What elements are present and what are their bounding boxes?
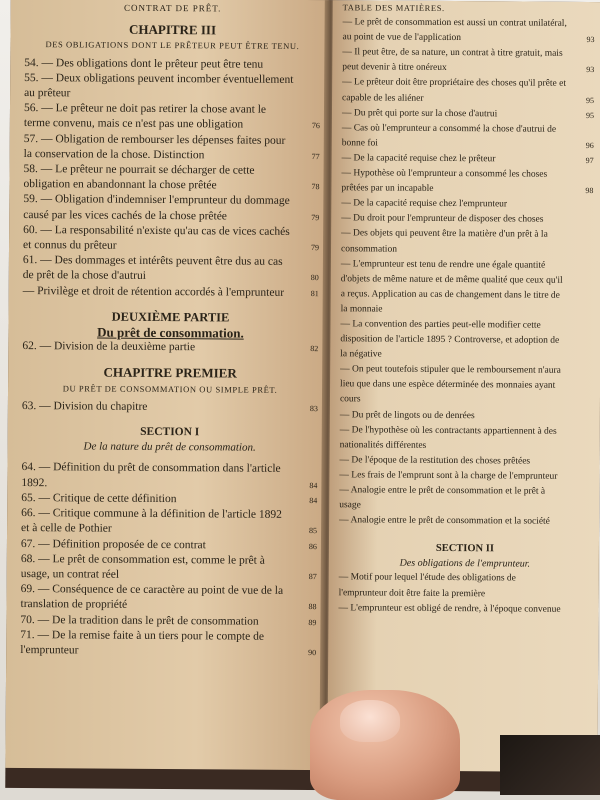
toc-entry: — De l'hypothèse où les contractants appartiennent à des nationalités différentes <box>339 424 557 451</box>
section-ii-entries <box>338 571 590 618</box>
toc-entry: 56. — Le prêteur ne doit pas retirer la chose avant le terme convenu, mais ce n'est pas une obligation 76 <box>24 101 320 133</box>
entry-text: Définition du prêt de consommation dans l'article 1892. <box>21 461 281 489</box>
entry-number: 68. <box>20 552 36 565</box>
entry-text: Le prêt de consommation est, comme le prêt à usage, un contrat réel <box>20 552 265 581</box>
entry-page: 95 <box>585 110 594 120</box>
right-running-head: TABLE DES MATIÈRES. <box>342 2 445 13</box>
entry-text: De l'hypothèse où les contractants appartiennent à des nationalités différentes <box>339 424 557 451</box>
chapter-premier-subtitle: DU PRÊT DE CONSOMMATION OU SIMPLE PRÊT. <box>62 382 278 395</box>
entry-text: La convention des parties peut-elle modifier cette disposition de l'article 1895 ? Controverse, et adoption de la négative <box>340 319 560 360</box>
toc-entry: — De l'époque de la restitution des choses prêtées <box>339 455 531 467</box>
entry-text: Définition proposée de ce contrat <box>52 537 206 551</box>
entry-text: Analogie entre le prêt de consommation et la société <box>350 515 550 527</box>
entry-number: 67. <box>20 537 36 550</box>
left-page-text <box>20 0 321 660</box>
entry-text: Des dommages et intérêts peuvent être dus au cas de prêt de la chose d'autrui <box>22 254 283 283</box>
entry-page: 85 <box>309 526 318 536</box>
entry-page: 80 <box>310 273 319 283</box>
entry-text: Hypothèse où l'emprunteur a consommé les choses prêtées par un incapable <box>341 168 548 195</box>
toc-entry: 59. — Obligation d'indemniser l'emprunteur du dommage causé par les vices cachés de la chose prêtée 79 <box>23 192 319 224</box>
entry-number: 61. <box>22 254 38 267</box>
right-page-text <box>338 0 594 617</box>
toc-entry: — Des objets qui peuvent être la matière d'un prêt à la consommation <box>340 228 548 255</box>
right-entries <box>339 15 595 530</box>
entry-page: 87 <box>308 571 317 581</box>
entry-text: Critique de cette définition <box>52 492 177 506</box>
entry-page: 84 <box>309 480 318 490</box>
left-running-head: CONTRAT DE PRÊT. <box>123 2 222 14</box>
section-ii-title: SECTION II <box>435 543 494 555</box>
toc-entry: — Analogie entre le prêt de consommation et la société <box>339 515 550 527</box>
chapter-premier-title: CHAPITRE PREMIER <box>103 365 237 381</box>
entry-page: 95 <box>586 95 595 105</box>
entry-number: 57. <box>23 132 39 145</box>
entry-text: Cas où l'emprunteur a consommé la chose d'autrui de bonne foi <box>341 123 557 149</box>
entry-text: L'emprunteur est obligé de rendre, à l'époque convenue <box>350 602 561 615</box>
entry-text: Division du chapitre <box>53 400 148 413</box>
entry-text: De la capacité requise chez le prêteur <box>353 153 496 165</box>
entry-number: 58. <box>23 163 38 176</box>
toc-entry: 60. — La responsabilité n'existe qu'au cas de vices cachés et connus du prêteur 79 <box>23 223 319 255</box>
right-page <box>327 0 600 772</box>
toc-entry: — De la capacité requise chez l'emprunteur <box>341 198 508 210</box>
toc-entry: — L'emprunteur est tenu de rendre une égale quantité d'objets de même nature et de même qualité que ceux qu'il a reçus. Application au cas de changement dans le titre de la monnaie <box>340 258 563 315</box>
section-i-title: SECTION I <box>140 425 200 439</box>
entry-text: Analogie entre le prêt de consommation et le prêt à usage <box>339 485 546 511</box>
entry-text: De la tradition dans le prêt de consommation <box>52 613 259 628</box>
entry-text: Il peut être, de sa nature, un contrat à titre gratuit, mais peut devenir à titre onéreux <box>342 47 563 74</box>
entry-text: Critique commune à la définition de l'article 1892 et à celle de Pothier <box>21 507 282 535</box>
entry-page: 89 <box>308 617 317 627</box>
entry-page: 79 <box>311 212 320 222</box>
entry-page: 97 <box>585 155 594 165</box>
entry-number: 62. <box>22 340 37 353</box>
entry-63: 63. — Division du chapitre 83 <box>22 399 318 416</box>
entry-text: Motif pour lequel l'étude des obligations de l'emprunteur doit être faite la première <box>338 572 516 599</box>
toc-entry: 64. — Définition du prêt de consommation dans l'article 1892. 84 <box>21 461 317 493</box>
open-book <box>5 0 600 792</box>
entry-number: 56. <box>23 102 39 115</box>
entry-62: 62. — Division de la deuxième partie 82 <box>22 339 318 356</box>
toc-entry: — Du prêt qui porte sur la chose d'autrui 95 <box>342 106 594 123</box>
entry-text: Les frais de l'emprunt sont à la charge de l'emprunteur <box>351 470 558 482</box>
toc-entry: 58. — Le prêteur ne pourrait se décharger de cette obligation en abandonnant la chose prêtée 78 <box>23 162 319 194</box>
toc-entry: — Du droit pour l'emprunteur de disposer des choses <box>341 213 544 225</box>
part-title: DEUXIÈME PARTIE <box>111 309 230 325</box>
toc-entry: — Le prêt de consommation est aussi un contrat unilatéral, au point de vue de l'application 93 <box>342 15 594 47</box>
entry-number: 59. <box>23 193 38 206</box>
entry-number: 71. <box>20 628 35 641</box>
toc-entry: — Analogie entre le prêt de consommation et le prêt à usage <box>339 485 546 511</box>
entry-text: Du prêt de lingots ou de denrées <box>351 409 475 421</box>
section-ii-subtitle: Des obligations de l'emprunteur. <box>399 558 531 570</box>
toc-entry: 71. — De la remise faite à un tiers pour le compte de l'emprunteur 90 <box>20 628 316 660</box>
entry-text: De la remise faite à un tiers pour le compte de l'emprunteur <box>20 628 265 657</box>
entry-text: On peut toutefois stipuler que le remboursement n'aura lieu que dans une espèce déterminée des monnaies ayant cours <box>339 364 561 405</box>
section-i-entries <box>20 461 317 661</box>
entry-number: 66. <box>21 507 36 520</box>
thumbnail-nail <box>340 700 400 742</box>
left-page <box>5 0 328 770</box>
entry-page: 96 <box>585 140 594 150</box>
entry-page: 77 <box>311 151 320 161</box>
entry-text: Des obligations dont le prêteur peut être tenu <box>55 56 264 71</box>
entry-page: 98 <box>585 186 594 196</box>
entry-number: 55. <box>24 71 39 84</box>
toc-entry: 69. — Conséquence de ce caractère au point de vue de la translation de propriété 88 <box>20 582 316 614</box>
entry-text: Conséquence de ce caractère au point de vue de la translation de propriété <box>20 583 284 612</box>
part-subtitle: Du prêt de consommation. <box>97 324 244 341</box>
entry-text: Le prêteur ne pourrait se décharger de cette obligation en abandonnant la chose prêtée <box>23 163 255 192</box>
entry-page: 84 <box>309 495 318 505</box>
toc-entry: — Privilège et droit de rétention accordés à l'emprunteur 81 <box>23 284 319 301</box>
toc-entry: 66. — Critique commune à la définition de l'article 1892 et à celle de Pothier 85 <box>21 506 317 538</box>
entry-page: 88 <box>308 602 317 612</box>
toc-entry: — Il peut être, de sa nature, un contrat à titre gratuit, mais peut devenir à titre onéreux 93 <box>342 46 594 78</box>
toc-entry: — L'emprunteur est obligé de rendre, à l'époque convenue <box>338 602 561 615</box>
entry-text: L'emprunteur est tenu de rendre une égale quantité d'objets de même nature et de même qualité que ceux qu'il a reçus. Application au cas de changement dans le titre de la monnaie <box>340 258 563 315</box>
toc-entry: — On peut toutefois stipuler que le remboursement n'aura lieu que dans une espèce déterminée des monnaies ayant cours <box>339 364 561 405</box>
entry-page: 81 <box>310 288 319 298</box>
entry-page: 82 <box>310 344 319 354</box>
entry-page: 90 <box>308 647 317 658</box>
entry-text: De l'époque de la restitution des choses prêtées <box>351 455 531 467</box>
entry-number: 54. <box>24 56 39 69</box>
toc-entry: 55. — Deux obligations peuvent incomber éventuellement au prêteur <box>24 71 294 100</box>
toc-entry: 54. — Des obligations dont le prêteur peut être tenu <box>24 56 264 71</box>
entry-text: Obligation d'indemniser l'emprunteur du dommage causé par les vices cachés de la chose prêtée <box>23 193 290 223</box>
entry-page: 93 <box>586 35 595 45</box>
toc-entry: — De la capacité requise chez le prêteur 97 <box>342 151 594 168</box>
entry-text: Division de la deuxième partie <box>53 340 196 354</box>
entry-number: 69. <box>20 583 36 596</box>
entry-number: 60. <box>23 223 38 236</box>
entry-number: 70. <box>20 613 35 626</box>
entry-page: 93 <box>586 65 595 75</box>
entry-number: 63. <box>21 399 37 413</box>
toc-entry: — Motif pour lequel l'étude des obligations de l'emprunteur doit être faite la première <box>338 572 516 599</box>
entry-page: 79 <box>310 243 320 253</box>
entry-number: 64. <box>21 461 36 474</box>
entry-text: Deux obligations peuvent incomber éventuellement au prêteur <box>24 72 294 100</box>
toc-entry: 70. — De la tradition dans le prêt de consommation 89 <box>20 613 316 630</box>
entry-page: 78 <box>311 182 320 192</box>
toc-entry: — Du prêt de lingots ou de denrées <box>339 409 475 421</box>
entry-text: Le prêt de consommation est aussi un contrat unilatéral, au point de vue de l'application <box>342 17 567 44</box>
chapter-iii-title: CHAPITRE III <box>128 21 217 38</box>
entry-page: 83 <box>309 403 318 413</box>
toc-entry: 65. — Critique de cette définition 84 <box>21 491 317 508</box>
entry-number: 65. <box>21 491 36 505</box>
chapter-iii-subtitle: DES OBLIGATIONS DONT LE PRÊTEUR PEUT ÊTRE TENU. <box>45 39 300 52</box>
entry-text: Le prêteur ne doit pas retirer la chose avant le terme convenu, mais ce n'est pas une obligation <box>23 102 267 131</box>
entry-text: Le prêteur doit être propriétaire des choses qu'il prête et capable de les aliéner <box>342 77 567 104</box>
toc-entry: — Cas où l'emprunteur a consommé la chose d'autrui de bonne foi 96 <box>342 121 594 153</box>
toc-entry: 67. — Définition proposée de ce contrat 86 <box>21 537 317 554</box>
toc-entry: 57. — Obligation de rembourser les dépenses faites pour la conservation de la chose. Distinction 77 <box>24 132 320 164</box>
toc-entry: 61. — Des dommages et intérêts peuvent être dus au cas de prêt de la chose d'autrui 80 <box>23 253 319 285</box>
book-cover-corner <box>500 735 600 795</box>
chapter-iii-entries <box>23 56 321 301</box>
toc-entry: 68. — Le prêt de consommation est, comme le prêt à usage, un contrat réel 87 <box>21 552 317 584</box>
entry-text: Obligation de rembourser les dépenses faites pour la conservation de la chose. Distinction <box>23 132 286 162</box>
section-i-subtitle: De la nature du prêt de consommation. <box>83 440 256 454</box>
entry-text: Privilège et droit de rétention accordés à l'emprunteur <box>37 284 285 299</box>
entry-page: 76 <box>311 121 320 131</box>
entry-text: Du prêt qui porte sur la chose d'autrui <box>353 107 498 119</box>
entry-text: Des objets qui peuvent être la matière d'un prêt à la consommation <box>340 228 548 255</box>
toc-entry: — Les frais de l'emprunt sont à la charge de l'emprunteur <box>339 470 558 482</box>
toc-entry: — Hypothèse où l'emprunteur a consommé les choses prêtées par un incapable 98 <box>341 166 593 198</box>
entry-text: Du droit pour l'emprunteur de disposer des choses <box>353 213 544 225</box>
entry-text: La responsabilité n'existe qu'au cas de vices cachés et connus du prêteur <box>22 224 290 252</box>
toc-entry: — Le prêteur doit être propriétaire des choses qu'il prête et capable de les aliéner 95 <box>342 76 594 108</box>
entry-text: De la capacité requise chez l'emprunteur <box>353 198 508 210</box>
toc-entry: — La convention des parties peut-elle modifier cette disposition de l'article 1895 ? Controverse, et adoption de la négative <box>340 319 560 360</box>
entry-page: 86 <box>308 541 317 551</box>
